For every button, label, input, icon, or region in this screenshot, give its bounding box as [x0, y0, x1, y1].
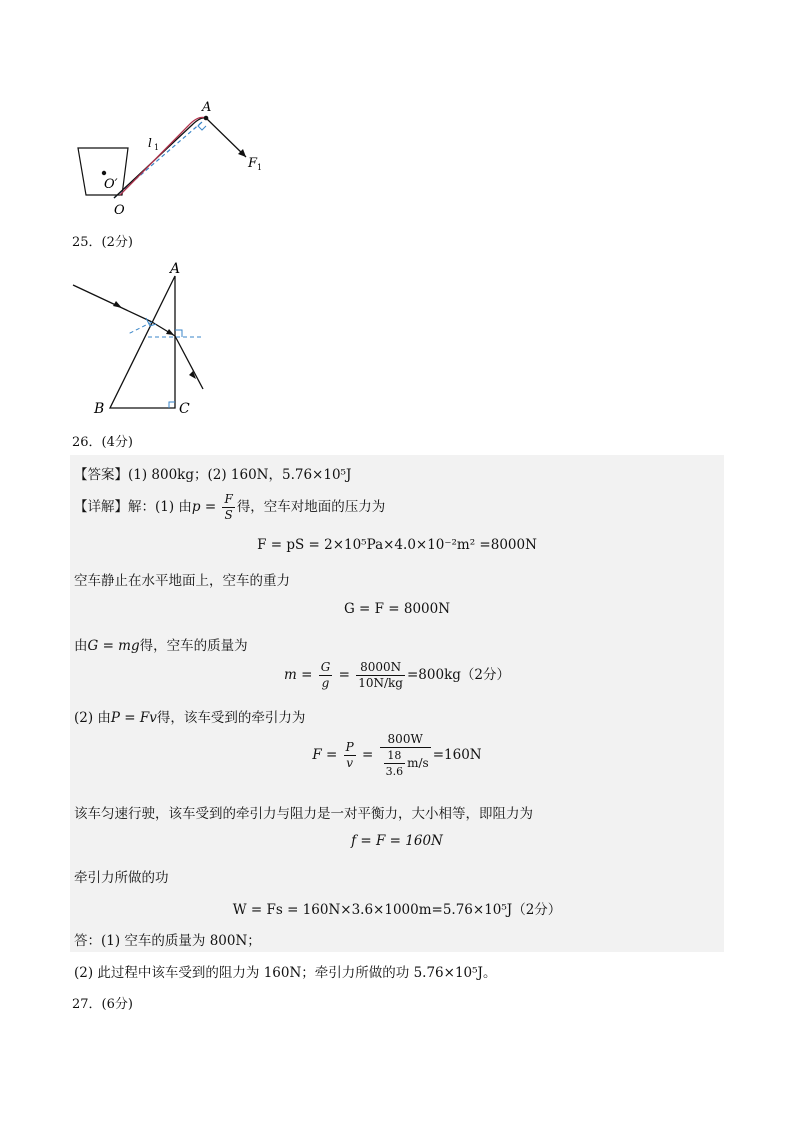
- fraction-numerator: 800W: [380, 732, 431, 748]
- mass-eq-prefix: m =: [284, 667, 317, 683]
- nested-fraction: [384, 748, 406, 779]
- question-26-label: 26．(4分): [72, 435, 133, 450]
- fig1-label-a: A: [202, 100, 212, 115]
- fig1-label-f-sub: 1: [257, 163, 263, 172]
- mass-intro-prefix: 由: [74, 638, 88, 654]
- detail-eq: =: [200, 499, 221, 515]
- fraction-denominator: g: [321, 676, 330, 690]
- nested-numerator: 18: [384, 748, 406, 764]
- fraction-numerator: P: [345, 740, 354, 754]
- traction-intro-eq: P = Fv: [110, 710, 157, 726]
- text-gravity-intro: 空车静止在水平地面上，空车的重力: [74, 573, 290, 589]
- fig1-label-l-sub: 1: [154, 143, 160, 152]
- text-final-answer-1: 答：(1) 空车的质量为 800N；: [74, 933, 261, 949]
- fig1-label-f: F: [248, 156, 258, 171]
- detail-prefix: 【详解】解：(1) 由: [74, 499, 192, 515]
- traction-eq-prefix: F =: [312, 747, 342, 763]
- equation-pressure: F = pS = 2×10⁵Pa×4.0×10⁻²m² =8000N: [257, 537, 537, 553]
- traction-eq-mid: =: [357, 747, 378, 763]
- force-f1-arrow: [206, 118, 246, 157]
- mass-eq-mid: =: [334, 667, 355, 683]
- fraction-numerator: G: [320, 660, 331, 674]
- incident-ray: [73, 285, 152, 322]
- prism-triangle: [110, 276, 175, 408]
- fraction-denominator: v: [346, 756, 354, 770]
- fraction-f-over-s: [222, 492, 234, 523]
- question-27-label: 27．(6分): [72, 997, 133, 1012]
- fraction-p-over-v: [344, 740, 356, 771]
- fig1-label-o: O: [114, 203, 125, 218]
- detail-var-p: p: [191, 499, 201, 515]
- fraction-800w-over-speed: [380, 732, 431, 779]
- pivot-dot-o-prime: [102, 171, 106, 175]
- speed-unit: m/s: [407, 756, 429, 770]
- nested-denominator: 3.6: [385, 765, 404, 778]
- fig2-label-b: B: [94, 401, 105, 417]
- fraction-numerator: F: [224, 492, 233, 506]
- fraction-denominator: 10N/kg: [358, 676, 403, 690]
- equation-traction: [0, 732, 794, 779]
- fraction-8000-over-10: [356, 660, 405, 691]
- answer-detail-line-1: [74, 492, 385, 523]
- equation-gravity: G = F = 8000N: [343, 601, 451, 617]
- text-final-answer-2: (2) 此过程中该车受到的阻力为 160N；牵引力所做的功 5.76×10⁵J。: [74, 965, 497, 981]
- detail-suffix: 得，空车对地面的压力为: [236, 499, 386, 515]
- mass-intro-suffix: 得，空车的质量为: [139, 638, 248, 654]
- answer-summary: 【答案】(1) 800kg；(2) 160N，5.76×10⁵J: [74, 467, 352, 483]
- fraction-g-over-g: [319, 660, 333, 691]
- fraction-denominator: [380, 748, 431, 779]
- fig1-label-l: l: [148, 136, 152, 150]
- question-25-label: 25．(2分): [72, 235, 133, 250]
- equation-mass: [0, 660, 794, 691]
- fraction-numerator: 8000N: [356, 660, 405, 676]
- mass-eq-result: =800kg（2分）: [406, 667, 510, 683]
- fraction-denominator: S: [224, 508, 233, 522]
- equation-friction: f = F = 160N: [351, 833, 443, 849]
- fig1-label-o-prime: O′: [104, 177, 118, 192]
- lever-diagram: [70, 95, 290, 220]
- equation-work: W = Fs = 160N×3.6×1000m=5.76×10⁵J（2分）: [232, 902, 562, 918]
- text-work-intro: 牵引力所做的功: [74, 870, 169, 886]
- text-balance-force: 该车匀速行驶，该车受到的牵引力与阻力是一对平衡力，大小相等，即阻力为: [74, 806, 533, 822]
- fig2-label-a: A: [170, 261, 181, 277]
- text-traction-intro: [74, 706, 305, 726]
- traction-intro-prefix: (2) 由: [74, 710, 111, 726]
- traction-eq-result: =160N: [432, 747, 482, 763]
- fig2-label-c: C: [179, 401, 190, 417]
- mass-intro-eq: G = mg: [87, 638, 140, 654]
- traction-intro-suffix: 得，该车受到的牵引力为: [156, 710, 306, 726]
- exit-ray: [175, 336, 203, 389]
- text-mass-intro: [74, 634, 248, 654]
- prism-diagram: [70, 258, 220, 420]
